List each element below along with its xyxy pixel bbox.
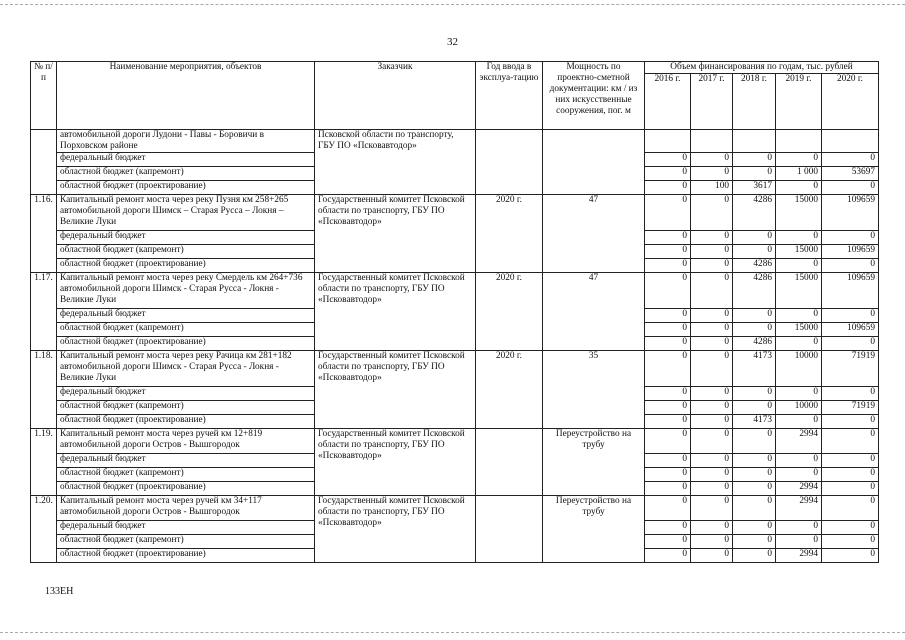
value-cell: 0	[822, 482, 879, 496]
value-cell: 0	[645, 231, 691, 245]
value-cell: 0	[691, 153, 733, 167]
value-cell: 15000	[776, 323, 822, 337]
table-row	[31, 496, 879, 521]
value-cell: 2994	[776, 429, 822, 454]
value-cell: 0	[645, 429, 691, 454]
value-cell: 0	[822, 309, 879, 323]
value-cell: 0	[645, 181, 691, 195]
value-cell: 0	[822, 454, 879, 468]
value-cell: 0	[776, 231, 822, 245]
value-cell: 0	[822, 496, 879, 521]
subrow-label: областной бюджет (капремонт)	[57, 323, 315, 337]
value-cell: 0	[645, 323, 691, 337]
value-cell: 3617	[733, 181, 776, 195]
value-cell: 0	[691, 454, 733, 468]
value-cell: 4286	[733, 337, 776, 351]
value-cell: 0	[733, 387, 776, 401]
commission-year: 2020 г.	[476, 351, 543, 429]
object-name: Капитальный ремонт моста через реку Рачица км 281+182 автомобильной дороги Шимск - Старая Русса - Локня - Великие Луки	[57, 351, 315, 387]
header-capacity: Мощность по проектно-сметной документации: км / из них искусственные сооружения, пог. м	[543, 62, 645, 130]
value-cell: 0	[733, 468, 776, 482]
value-cell: 0	[733, 521, 776, 535]
value-cell: 100	[691, 181, 733, 195]
header-customer: Заказчик	[315, 62, 476, 130]
value-cell: 2994	[776, 496, 822, 521]
value-cell: 0	[776, 337, 822, 351]
object-name: автомобильной дороги Лудони - Павы - Боровичи в Порховском районе	[57, 130, 315, 153]
value-cell: 109659	[822, 245, 879, 259]
value-cell: 0	[691, 337, 733, 351]
value-cell: 0	[776, 387, 822, 401]
subrow-label: областной бюджет (капремонт)	[57, 167, 315, 181]
value-cell: 0	[776, 181, 822, 195]
value-cell: 0	[822, 549, 879, 563]
subrow-label: федеральный бюджет	[57, 231, 315, 245]
value-cell: 0	[645, 351, 691, 387]
value-cell: 0	[691, 401, 733, 415]
value-cell: 0	[822, 387, 879, 401]
value-cell: 0	[691, 351, 733, 387]
value-cell: 0	[645, 337, 691, 351]
value-cell: 0	[691, 259, 733, 273]
footer-code: 133ЕН	[45, 586, 74, 597]
value-cell: 0	[822, 521, 879, 535]
value-cell: 4286	[733, 273, 776, 309]
value-cell: 0	[645, 195, 691, 231]
value-cell: 0	[733, 153, 776, 167]
value-cell: 0	[733, 309, 776, 323]
value-cell: 0	[733, 167, 776, 181]
value-cell: 0	[822, 415, 879, 429]
row-number: 1.20.	[31, 496, 57, 563]
header-year-2019: 2019 г.	[776, 74, 822, 130]
value-cell: 0	[691, 387, 733, 401]
value-cell: 10000	[776, 351, 822, 387]
subrow-label: областной бюджет (капремонт)	[57, 401, 315, 415]
header-year-2017: 2017 г.	[691, 74, 733, 130]
value-cell: 0	[822, 181, 879, 195]
table-row	[31, 273, 879, 309]
value-cell: 0	[645, 167, 691, 181]
subrow-label: федеральный бюджет	[57, 454, 315, 468]
commission-year	[476, 496, 543, 563]
value-cell: 0	[645, 468, 691, 482]
value-cell: 0	[733, 231, 776, 245]
value-cell: 0	[822, 231, 879, 245]
subrow-label: областной бюджет (капремонт)	[57, 245, 315, 259]
value-cell: 0	[691, 273, 733, 309]
row-number: 1.17.	[31, 273, 57, 351]
capacity-cell: Переустройство на трубу	[543, 496, 645, 563]
header-year: Год ввода в эксплуа-тацию	[476, 62, 543, 130]
commission-year: 2020 г.	[476, 273, 543, 351]
value-cell: 0	[733, 496, 776, 521]
value-cell: 0	[645, 387, 691, 401]
value-cell: 0	[776, 468, 822, 482]
page-edge-top	[0, 4, 905, 5]
customer-cell: Государственный комитет Псковской области по транспорту, ГБУ ПО «Псковавтодор»	[315, 195, 476, 273]
value-cell: 15000	[776, 245, 822, 259]
capacity-cell: 47	[543, 195, 645, 273]
value-cell: 0	[822, 337, 879, 351]
value-cell: 0	[645, 309, 691, 323]
value-cell: 0	[822, 153, 879, 167]
subrow-label: областной бюджет (капремонт)	[57, 535, 315, 549]
object-name: Капитальный ремонт моста через реку Смердель км 264+736 автомобильной дороги Шимск - Старая Русса - Локня - Великие Луки	[57, 273, 315, 309]
value-cell: 109659	[822, 195, 879, 231]
customer-cell: Государственный комитет Псковской области по транспорту, ГБУ ПО «Псковавтодор»	[315, 429, 476, 496]
value-cell: 0	[776, 454, 822, 468]
subrow-label: областной бюджет (проектирование)	[57, 415, 315, 429]
header-year-2020: 2020 г.	[822, 74, 879, 130]
value-cell: 4173	[733, 415, 776, 429]
value-cell: 0	[691, 415, 733, 429]
subrow-label: областной бюджет (капремонт)	[57, 468, 315, 482]
row-number: 1.16.	[31, 195, 57, 273]
value-cell: 0	[691, 549, 733, 563]
value-cell: 0	[776, 535, 822, 549]
value-cell: 0	[645, 496, 691, 521]
header-num: № п/п	[31, 62, 57, 130]
value-cell: 0	[645, 153, 691, 167]
value-cell: 4173	[733, 351, 776, 387]
header-funding: Объем финансирования по годам, тыс. рублей	[645, 62, 879, 74]
value-cell: 0	[776, 153, 822, 167]
value-cell: 0	[822, 259, 879, 273]
subrow-label: областной бюджет (проектирование)	[57, 337, 315, 351]
table-row	[31, 351, 879, 387]
value-cell: 109659	[822, 323, 879, 337]
value-cell: 0	[733, 429, 776, 454]
value-cell: 0	[691, 521, 733, 535]
value-cell: 0	[691, 195, 733, 231]
value-cell: 71919	[822, 351, 879, 387]
value-cell: 0	[645, 401, 691, 415]
value-cell: 0	[645, 482, 691, 496]
customer-cell: Псковской области по транспорту, ГБУ ПО «Псковавтодор»	[315, 130, 476, 195]
subrow-label: областной бюджет (проектирование)	[57, 259, 315, 273]
value-cell: 2994	[776, 549, 822, 563]
value-cell: 0	[645, 454, 691, 468]
value-cell: 0	[776, 309, 822, 323]
capacity-cell: 47	[543, 273, 645, 351]
value-cell: 0	[733, 535, 776, 549]
value-cell: 0	[691, 429, 733, 454]
commission-year: 2020 г.	[476, 195, 543, 273]
value-cell: 10000	[776, 401, 822, 415]
value-cell: 0	[776, 415, 822, 429]
value-cell: 1 000	[776, 167, 822, 181]
value-cell: 0	[733, 401, 776, 415]
value-cell: 71919	[822, 401, 879, 415]
header-year-2016: 2016 г.	[645, 74, 691, 130]
subrow-label: областной бюджет (проектирование)	[57, 482, 315, 496]
value-cell: 0	[733, 245, 776, 259]
capacity-cell: 35	[543, 351, 645, 429]
value-cell: 0	[645, 535, 691, 549]
row-number: 1.19.	[31, 429, 57, 496]
value-cell: 0	[733, 549, 776, 563]
customer-cell: Государственный комитет Псковской области по транспорту, ГБУ ПО «Псковавтодор»	[315, 273, 476, 351]
page-number: 32	[447, 36, 458, 48]
subrow-label: областной бюджет (проектирование)	[57, 549, 315, 563]
header-name: Наименование мероприятия, объектов	[57, 62, 315, 130]
value-cell: 0	[776, 521, 822, 535]
value-cell: 0	[645, 549, 691, 563]
value-cell: 0	[645, 259, 691, 273]
subrow-label: федеральный бюджет	[57, 387, 315, 401]
value-cell: 2994	[776, 482, 822, 496]
value-cell: 0	[645, 245, 691, 259]
customer-cell: Государственный комитет Псковской области по транспорту, ГБУ ПО «Псковавтодор»	[315, 351, 476, 429]
value-cell: 4286	[733, 195, 776, 231]
value-cell: 0	[691, 323, 733, 337]
funding-table	[30, 61, 879, 563]
value-cell: 0	[733, 323, 776, 337]
value-cell: 0	[645, 415, 691, 429]
value-cell: 53697	[822, 167, 879, 181]
value-cell: 0	[822, 535, 879, 549]
value-cell: 0	[691, 496, 733, 521]
object-name: Капитальный ремонт моста через ручей км 12+819 автомобильной дороги Остров - Вышгородок	[57, 429, 315, 454]
object-name: Капитальный ремонт моста через ручей км 34+117 автомобильной дороги Остров - Вышгородок	[57, 496, 315, 521]
customer-cell: Государственный комитет Псковской области по транспорту, ГБУ ПО «Псковавтодор»	[315, 496, 476, 563]
capacity-cell: Переустройство на трубу	[543, 429, 645, 496]
subrow-label: федеральный бюджет	[57, 309, 315, 323]
row-number: 1.18.	[31, 351, 57, 429]
table-row	[31, 195, 879, 231]
subrow-label: федеральный бюджет	[57, 153, 315, 167]
page-edge-bottom	[0, 632, 905, 633]
subrow-label: областной бюджет (проектирование)	[57, 181, 315, 195]
value-cell: 0	[822, 468, 879, 482]
commission-year	[476, 429, 543, 496]
value-cell: 0	[822, 429, 879, 454]
value-cell: 109659	[822, 273, 879, 309]
value-cell: 0	[733, 454, 776, 468]
value-cell: 0	[645, 521, 691, 535]
table-row	[31, 429, 879, 454]
object-name: Капитальный ремонт моста через реку Пузня км 258+265 автомобильной дороги Шимск – Старая Русса – Локня – Великие Луки	[57, 195, 315, 231]
value-cell: 0	[645, 273, 691, 309]
table-row	[31, 130, 879, 153]
value-cell: 0	[691, 309, 733, 323]
value-cell: 15000	[776, 195, 822, 231]
subrow-label: федеральный бюджет	[57, 521, 315, 535]
value-cell: 0	[691, 535, 733, 549]
value-cell: 0	[691, 167, 733, 181]
value-cell: 4286	[733, 259, 776, 273]
value-cell: 0	[691, 482, 733, 496]
value-cell: 0	[691, 245, 733, 259]
value-cell: 0	[776, 259, 822, 273]
value-cell: 15000	[776, 273, 822, 309]
value-cell: 0	[733, 482, 776, 496]
value-cell: 0	[691, 468, 733, 482]
header-year-2018: 2018 г.	[733, 74, 776, 130]
value-cell: 0	[691, 231, 733, 245]
